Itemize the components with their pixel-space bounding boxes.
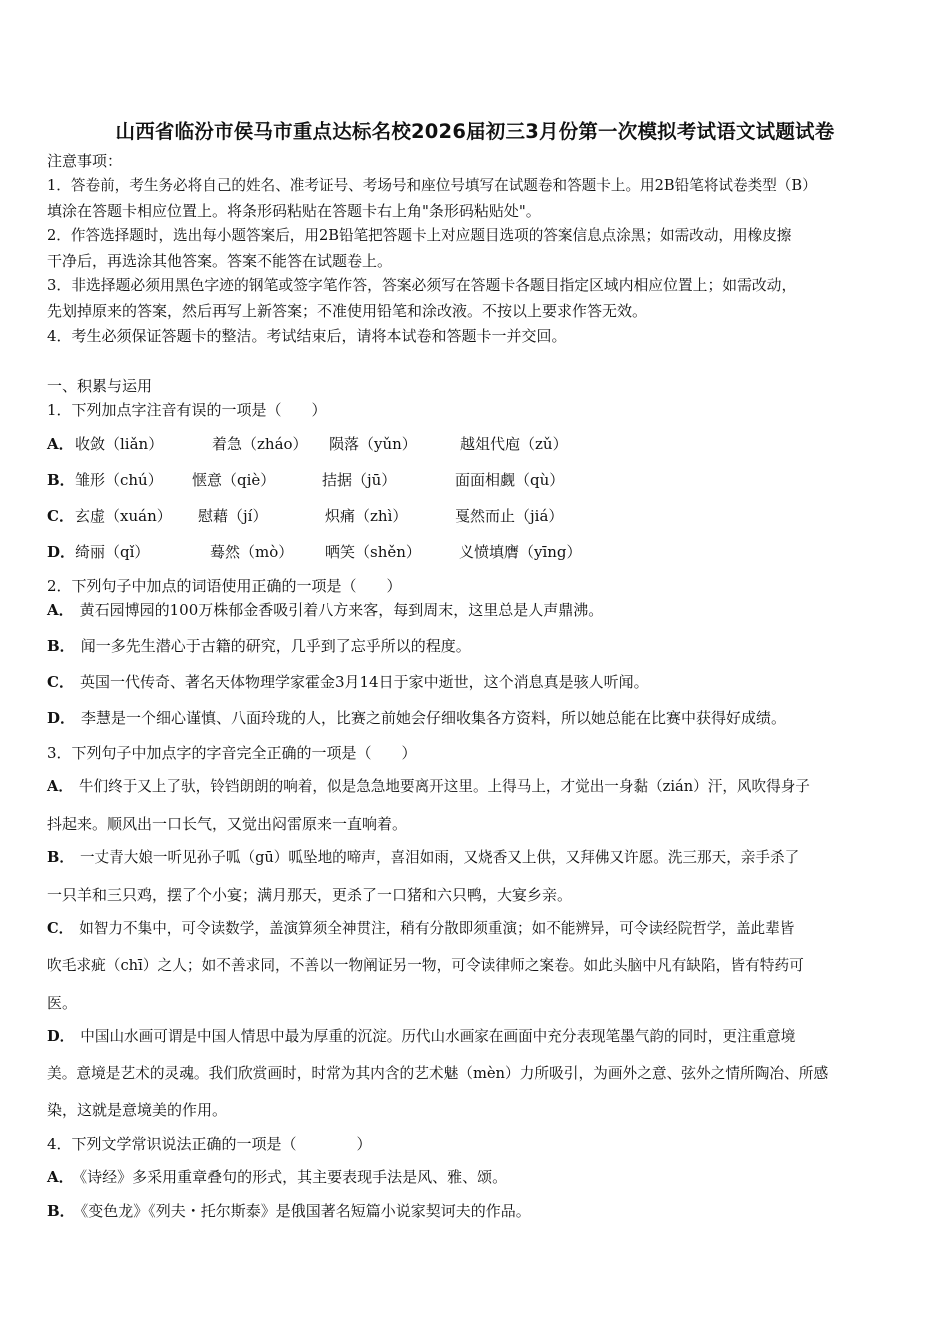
option-line-continued: 美。意境是艺术的灵魂。我们欣赏画时，时常为其内含的艺术魅（mèn）力所吸引，为画外之意、弦外之情所陶冶、所感 (47, 1065, 829, 1082)
option-label: A． (47, 1168, 74, 1186)
option-item: 拮据（jū） (322, 471, 397, 489)
option-text: 李慧是一个细心谨慎、八面玲珑的人，比赛之前她会仔细收集各方资料，所以她总能在比赛中获得好成绩。 (81, 709, 787, 727)
option-item: 惬意（qiè） (192, 471, 276, 489)
option-item: 着急（zháo） (212, 435, 308, 453)
option-text: 中国山水画可谓是中国人情思中最为厚重的沉淀。历代山水画家在画面中充分表现笔墨气韵的同时，更注重意境 (80, 1028, 796, 1045)
option-label: D． (47, 709, 76, 727)
option-label: C． (47, 673, 74, 691)
notice-heading: 注意事项： (47, 152, 123, 170)
option-line (47, 673, 649, 691)
option-text: 牛们终于又上了驮，铃铛朗朗的响着，似是急急地要离开这里。上得马上，才觉出一身黏（zián）汗，风吹得身子 (78, 778, 810, 795)
option-text: 闻一多先生潜心于古籍的研究，几乎到了忘乎所以的程度。 (80, 637, 471, 655)
option-item: 雏形（chú） (75, 471, 163, 489)
question-stem: 4．下列文学常识说法正确的一项是（ ） (47, 1135, 372, 1153)
option-text: 如智力不集中，可令读数学，盖演算须全神贯注，稍有分散即须重演；如不能辨异，可令读经院哲学，盖此辈皆 (79, 920, 795, 937)
notice-line: 4．考生必须保证答题卡的整洁。考试结束后，请将本试卷和答题卡一并交回。 (47, 327, 567, 345)
option-text: 黄石园博园的100万株郁金香吸引着八方来客，每到周末，这里总是人声鼎沸。 (79, 601, 604, 619)
option-line (47, 778, 810, 796)
notice-line: 填涂在答题卡相应位置上。将条形码粘贴在答题卡右上角"条形码粘贴处"。 (47, 202, 541, 220)
option-label: B． (47, 1202, 75, 1220)
option-item: 哂笑（shěn） (325, 543, 421, 561)
question-stem: 1．下列加点字注音有误的一项是（ ） (47, 401, 327, 419)
option-item: 收敛（liǎn） (75, 435, 164, 453)
option-item: 炽痛（zhì） (325, 507, 408, 525)
option-item: 越俎代庖（zǔ） (460, 435, 568, 453)
option-text: 《变色龙》《列夫・托尔斯泰》是俄国著名短篇小说家契诃夫的作品。 (80, 1202, 531, 1220)
option-label: C． (47, 920, 74, 937)
option-item: 面面相觑（qù） (455, 471, 565, 489)
option-line (47, 709, 786, 727)
option-label: A． (47, 435, 74, 453)
option-item: 玄虚（xuán） (75, 507, 172, 525)
notice-line: 2．作答选择题时，选出每小题答案后，用2B铅笔把答题卡上对应题目选项的答案信息点涂黑；如需改动，用橡皮擦 (47, 227, 792, 244)
option-label: A． (47, 778, 73, 795)
option-line-continued: 抖起来。顺风出一口长气，又觉出闷雷原来一直响着。 (47, 815, 408, 833)
option-label: B． (47, 637, 75, 655)
option-line (47, 849, 799, 867)
option-line-continued: 一只羊和三只鸡，摆了个小宴；满月那天，更杀了一口猪和六只鸭，大宴乡亲。 (47, 886, 573, 904)
notice-line: 1．答卷前，考生务必将自己的姓名、准考证号、考场号和座位号填写在试题卷和答题卡上。用2B铅笔将试卷类型（B） (47, 177, 817, 194)
option-line (47, 1168, 507, 1186)
notice-line: 先划掉原来的答案，然后再写上新答案；不准使用铅笔和涂改液。不按以上要求作答无效。 (47, 302, 648, 320)
notice-line: 干净后，再选涂其他答案。答案不能答在试题卷上。 (47, 252, 393, 270)
option-line (47, 601, 603, 619)
option-label: C． (47, 507, 74, 525)
section-heading: 一、积累与运用 (47, 377, 153, 395)
option-line-continued: 医。 (47, 994, 78, 1012)
option-label: B． (47, 471, 75, 489)
option-label: A． (47, 601, 74, 619)
option-text: 《诗经》多采用重章叠句的形式，其主要表现手法是风、雅、颂。 (79, 1168, 508, 1186)
option-line-continued: 吹毛求疵（chī）之人；如不善求同，不善以一物阐证另一物，可令读律师之案卷。如此头脑中凡有缺陷，皆有特药可 (47, 957, 804, 974)
option-item: 绮丽（qǐ） (75, 543, 150, 561)
option-label: B． (47, 849, 74, 866)
option-label: D． (47, 1028, 75, 1045)
question-stem: 3．下列句子中加点字的字音完全正确的一项是（ ） (47, 744, 417, 762)
option-item: 戛然而止（jiá） (455, 507, 564, 525)
option-label: D． (47, 543, 76, 561)
option-item: 义愤填膺（yīng） (459, 543, 582, 561)
option-item: 慰藉（jí） (198, 507, 268, 525)
option-text: 一丈青大娘一听见孙子呱（gū）呱坠地的啼声，喜泪如雨，又烧香又上供，又拜佛又许愿。洗三那天，亲手杀了 (79, 849, 800, 866)
option-line (47, 637, 471, 655)
option-line-continued: 染，这就是意境美的作用。 (47, 1101, 228, 1119)
page-title: 山西省临汾市侯马市重点达标名校2026届初三3月份第一次模拟考试语文试题试卷 (115, 120, 835, 143)
option-line (47, 920, 794, 938)
option-item: 陨落（yǔn） (329, 435, 417, 453)
option-line (47, 1202, 531, 1220)
notice-line: 3．非选择题必须用黑色字迹的钢笔或签字笔作答，答案必须写在答题卡各题目指定区域内相应位置上；如需改动， (47, 277, 797, 294)
option-text: 英国一代传奇、著名天体物理学家霍金3月14日于家中逝世，这个消息真是骇人听闻。 (79, 673, 649, 691)
question-stem: 2．下列句子中加点的词语使用正确的一项是（ ） (47, 577, 402, 595)
option-item: 蓦然（mò） (210, 543, 294, 561)
option-line (47, 1028, 795, 1046)
